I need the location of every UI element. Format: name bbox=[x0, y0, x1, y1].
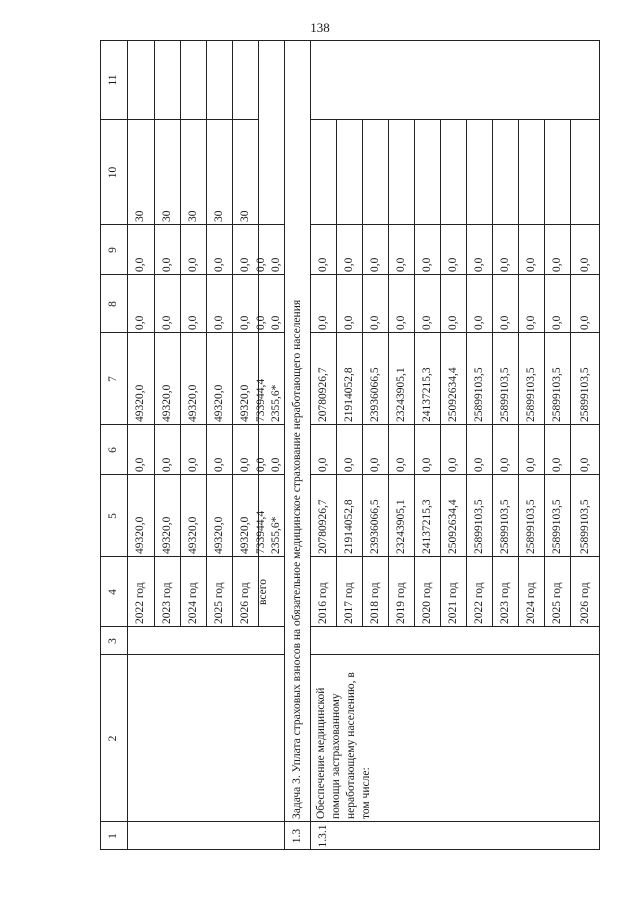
value-cell: 0,0 bbox=[394, 315, 407, 330]
grid-line bbox=[310, 821, 600, 822]
total-value: 0,0 bbox=[255, 457, 267, 472]
value-cell: 49320,0 bbox=[212, 384, 225, 422]
column-header: 6 bbox=[107, 447, 119, 453]
value-cell: 25899103,5 bbox=[524, 367, 537, 422]
value-cell: 0,0 bbox=[212, 457, 225, 472]
value-cell: 0,0 bbox=[498, 457, 511, 472]
value-cell: 0,0 bbox=[342, 315, 355, 330]
grid-line bbox=[127, 556, 284, 557]
value-cell: 23243905,1 bbox=[394, 499, 407, 554]
total-value: 0,0 bbox=[255, 257, 267, 272]
grid-line bbox=[100, 654, 127, 655]
grid-line bbox=[127, 654, 284, 655]
value-cell: 0,0 bbox=[498, 257, 511, 272]
grid-line bbox=[100, 821, 127, 822]
year-cell: 2016 год bbox=[316, 582, 329, 624]
value-cell: 49320,0 bbox=[186, 384, 199, 422]
value-cell: 25899103,5 bbox=[472, 367, 485, 422]
grid-line bbox=[127, 821, 284, 822]
footnote-value: 0,0 bbox=[270, 457, 282, 472]
value-cell: 0,0 bbox=[134, 257, 146, 272]
total-value: 733944,4 bbox=[255, 510, 267, 554]
value-cell: 0,0 bbox=[472, 257, 485, 272]
value-cell: 0,0 bbox=[368, 315, 381, 330]
value-cell: 0,0 bbox=[342, 257, 355, 272]
value-cell: 0,0 bbox=[524, 315, 537, 330]
year-cell: 2023 год bbox=[160, 582, 173, 624]
value-cell: 23936066,5 bbox=[368, 499, 381, 554]
indicator-cell: 30 bbox=[212, 210, 225, 222]
year-cell: 2025 год bbox=[550, 582, 563, 624]
grid-line bbox=[127, 626, 284, 627]
grid-line bbox=[310, 474, 600, 475]
grid-line bbox=[100, 40, 600, 41]
value-cell: 0,0 bbox=[134, 315, 146, 330]
year-cell: 2019 год bbox=[394, 582, 407, 624]
value-cell: 49320,0 bbox=[160, 384, 173, 422]
value-cell: 49320,0 bbox=[238, 516, 251, 554]
value-cell: 0,0 bbox=[134, 457, 146, 472]
grid-line bbox=[310, 626, 600, 627]
value-cell: 23243905,1 bbox=[394, 367, 407, 422]
value-cell: 0,0 bbox=[472, 315, 485, 330]
grid-line bbox=[127, 332, 284, 333]
grid-line bbox=[127, 224, 284, 225]
value-cell: 25899103,5 bbox=[550, 367, 563, 422]
value-cell: 25899103,5 bbox=[524, 499, 537, 554]
grid-line bbox=[284, 821, 310, 822]
task-number: 1.3 bbox=[290, 828, 303, 844]
grid-line bbox=[310, 332, 600, 333]
total-label: всего bbox=[256, 579, 269, 605]
value-cell: 24137215,3 bbox=[420, 367, 433, 422]
grid-line bbox=[127, 274, 284, 275]
value-cell: 0,0 bbox=[160, 257, 173, 272]
grid-line bbox=[100, 556, 127, 557]
value-cell: 0,0 bbox=[578, 315, 591, 330]
footnote-value: 0,0 bbox=[270, 257, 282, 272]
value-cell: 25092634,4 bbox=[446, 367, 459, 422]
value-cell: 25092634,4 bbox=[446, 499, 459, 554]
item-name: Обеспечение медицинской помощи застрахованному неработающему населению, в том числе: bbox=[315, 672, 372, 819]
column-header: 11 bbox=[107, 74, 119, 86]
column-header: 3 bbox=[107, 638, 119, 644]
value-cell: 0,0 bbox=[368, 257, 381, 272]
value-cell: 0,0 bbox=[446, 315, 459, 330]
year-cell: 2025 год bbox=[212, 582, 225, 624]
column-header: 5 bbox=[107, 513, 119, 519]
column-header: 4 bbox=[107, 589, 119, 595]
value-cell: 0,0 bbox=[394, 257, 407, 272]
total-value: 733944,4 bbox=[255, 378, 267, 422]
value-cell: 49320,0 bbox=[186, 516, 199, 554]
value-cell: 21914052,8 bbox=[342, 367, 355, 422]
grid-line bbox=[310, 224, 600, 225]
grid-line bbox=[100, 274, 127, 275]
value-cell: 23936066,5 bbox=[368, 367, 381, 422]
value-cell: 0,0 bbox=[186, 315, 199, 330]
value-cell: 0,0 bbox=[186, 257, 199, 272]
value-cell: 49320,0 bbox=[212, 516, 225, 554]
value-cell: 20780926,7 bbox=[316, 499, 329, 554]
grid-line bbox=[127, 119, 258, 120]
grid-line bbox=[100, 626, 127, 627]
value-cell: 0,0 bbox=[238, 257, 251, 272]
value-cell: 0,0 bbox=[524, 257, 537, 272]
year-cell: 2020 год bbox=[420, 582, 433, 624]
grid-line bbox=[310, 274, 600, 275]
value-cell: 0,0 bbox=[160, 315, 173, 330]
value-cell: 25899103,5 bbox=[578, 367, 591, 422]
value-cell: 0,0 bbox=[212, 315, 225, 330]
year-cell: 2018 год bbox=[368, 582, 381, 624]
value-cell: 0,0 bbox=[238, 457, 251, 472]
value-cell: 0,0 bbox=[550, 457, 563, 472]
value-cell: 49320,0 bbox=[134, 384, 146, 422]
year-cell: 2026 год bbox=[578, 582, 591, 624]
value-cell: 25899103,5 bbox=[472, 499, 485, 554]
page-number: 138 bbox=[310, 20, 330, 35]
year-cell: 2021 год bbox=[446, 582, 459, 624]
value-cell: 0,0 bbox=[578, 457, 591, 472]
total-value: 0,0 bbox=[255, 315, 267, 330]
indicator-cell: 30 bbox=[186, 210, 199, 222]
value-cell: 0,0 bbox=[420, 257, 433, 272]
budget-table bbox=[100, 40, 600, 850]
value-cell: 0,0 bbox=[550, 315, 563, 330]
value-cell: 0,0 bbox=[472, 457, 485, 472]
task-title: Задача 3. Уплата страховых взносов на обязательное медицинское страхование неработающего населения bbox=[290, 299, 303, 819]
grid-line bbox=[310, 119, 600, 120]
year-cell: 2017 год bbox=[342, 582, 355, 624]
year-cell: 2024 год bbox=[186, 582, 199, 624]
footnote-value: 2355,6* bbox=[270, 516, 282, 554]
grid-line bbox=[100, 474, 127, 475]
value-cell: 0,0 bbox=[342, 457, 355, 472]
year-cell: 2024 год bbox=[524, 582, 537, 624]
grid-line bbox=[310, 424, 600, 425]
value-cell: 0,0 bbox=[524, 457, 537, 472]
value-cell: 24137215,3 bbox=[420, 499, 433, 554]
value-cell: 0,0 bbox=[368, 457, 381, 472]
grid-line bbox=[100, 224, 127, 225]
value-cell: 21914052,8 bbox=[342, 499, 355, 554]
value-cell: 0,0 bbox=[316, 257, 329, 272]
grid-line bbox=[310, 556, 600, 557]
grid-line bbox=[310, 654, 600, 655]
year-cell: 2022 год bbox=[134, 582, 146, 624]
column-header: 10 bbox=[107, 166, 119, 179]
grid-line bbox=[100, 332, 127, 333]
value-cell: 0,0 bbox=[186, 457, 199, 472]
indicator-cell: 30 bbox=[160, 210, 173, 222]
value-cell: 0,0 bbox=[420, 315, 433, 330]
grid-line bbox=[100, 119, 127, 120]
value-cell: 0,0 bbox=[394, 457, 407, 472]
column-header: 1 bbox=[107, 833, 119, 839]
footnote-value: 0,0 bbox=[270, 315, 282, 330]
column-header: 2 bbox=[107, 735, 119, 742]
grid-line bbox=[100, 424, 127, 425]
column-header: 9 bbox=[107, 247, 119, 253]
indicator-cell: 30 bbox=[238, 210, 251, 222]
footnote-value: 2355,6* bbox=[270, 384, 282, 422]
value-cell: 25899103,5 bbox=[550, 499, 563, 554]
grid-line bbox=[127, 424, 284, 425]
column-header: 7 bbox=[107, 376, 119, 382]
year-cell: 2023 год bbox=[498, 582, 511, 624]
value-cell: 0,0 bbox=[498, 315, 511, 330]
value-cell: 20780926,7 bbox=[316, 367, 329, 422]
year-cell: 2026 год bbox=[238, 582, 251, 624]
value-cell: 49320,0 bbox=[238, 384, 251, 422]
year-cell: 2022 год bbox=[472, 582, 485, 624]
indicator-cell: 30 bbox=[134, 210, 146, 222]
value-cell: 0,0 bbox=[160, 457, 173, 472]
rotated-table bbox=[100, 40, 600, 850]
value-cell: 0,0 bbox=[316, 457, 329, 472]
grid-line bbox=[100, 849, 600, 850]
value-cell: 49320,0 bbox=[134, 516, 146, 554]
column-header: 8 bbox=[107, 301, 119, 307]
value-cell: 0,0 bbox=[212, 257, 225, 272]
value-cell: 25899103,5 bbox=[498, 499, 511, 554]
value-cell: 0,0 bbox=[446, 257, 459, 272]
item-number: 1.3.1 bbox=[316, 824, 329, 848]
value-cell: 0,0 bbox=[420, 457, 433, 472]
value-cell: 0,0 bbox=[238, 315, 251, 330]
value-cell: 0,0 bbox=[446, 457, 459, 472]
value-cell: 0,0 bbox=[578, 257, 591, 272]
value-cell: 25899103,5 bbox=[578, 499, 591, 554]
value-cell: 49320,0 bbox=[160, 516, 173, 554]
value-cell: 0,0 bbox=[550, 257, 563, 272]
grid-line bbox=[127, 474, 284, 475]
value-cell: 25899103,5 bbox=[498, 367, 511, 422]
value-cell: 0,0 bbox=[316, 315, 329, 330]
